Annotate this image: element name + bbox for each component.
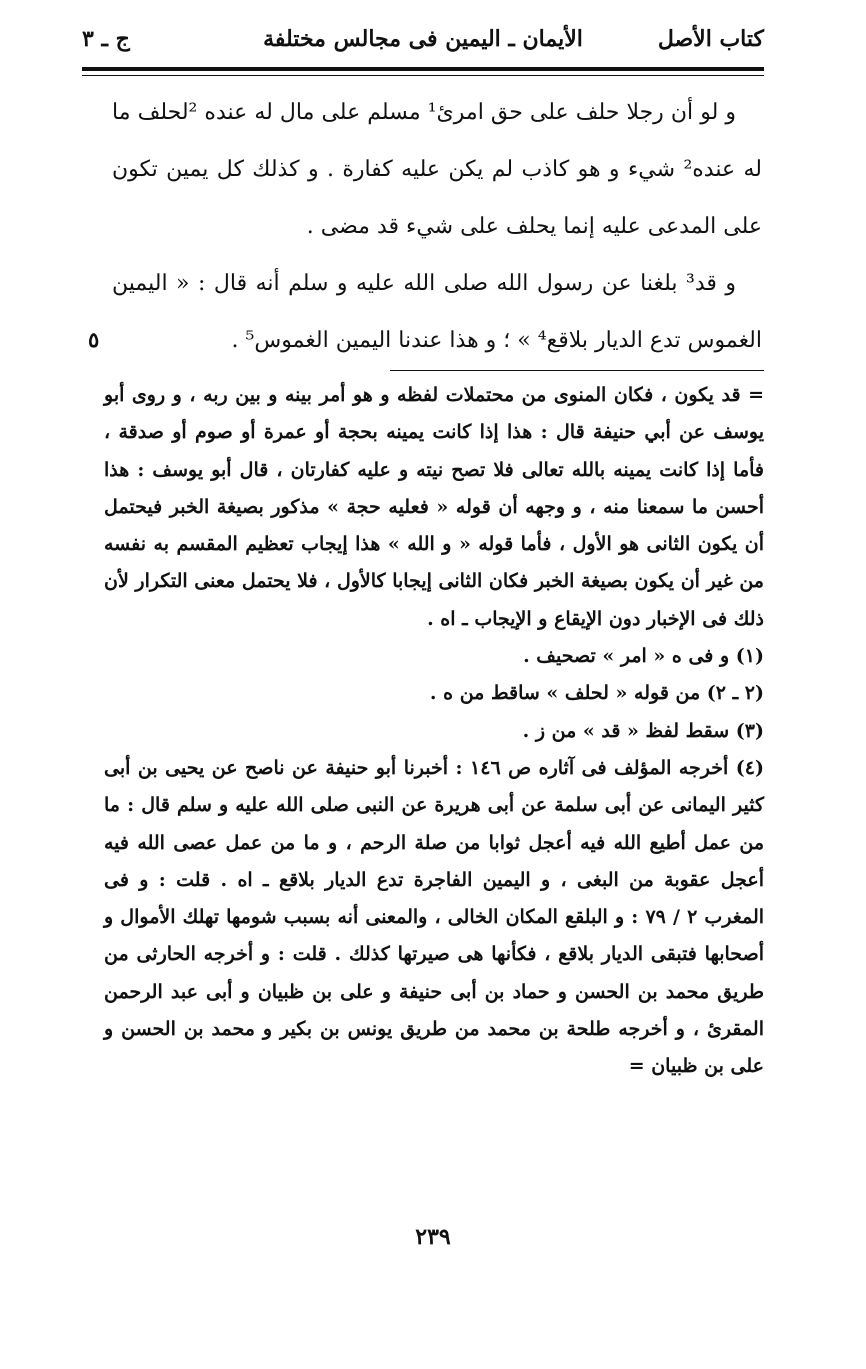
- header-rule-thick: [82, 67, 764, 71]
- header-rule-thin: [82, 75, 764, 76]
- main-text: [112, 84, 762, 369]
- footnote-4: (٤) أخرجه المؤلف فى آثاره ص ١٤٦ : أخبرنا أبو حنيفة عن ناصح عن يحيى بن أبى كثير اليمانى عن أبى سلمة عن أبى هريرة عن النبى صلى الله عليه و سلم قال : ما من عمل أطيع الله فيه أعجل ثوابا من صلة الرحم ، و ما من عمل عصى الله فيه أعجل عقوبة من البغى ، و اليمين الفاجرة تدع الديار بلاقع ـ اه . قلت : و فى المغرب ٢ / ٧٩ : و البلقع المكان الخالى ، والمعنى أنه بسبب شومها تهلك الأموال و أصحابها فتبقى الديار بلاقع ، فكأنها هى صيرتها كذلك . قلت : و أخرجه الحارثى من طريق محمد بن الحسن و حماد بن أبى حنيفة و على بن ظبيان و أبى عبد الرحمن المقرئ ، و أخرجه طلحة بن محمد من طريق يونس بن بكير و محمد بن الحسن و على بن ظبيان =: [104, 756, 765, 1078]
- volume-label: ج ـ ٣: [82, 26, 130, 52]
- running-header: [82, 14, 764, 64]
- book-title: كتاب الأصل: [657, 26, 764, 52]
- footnote-3: (٣) سقط لفظ « قد » من ز .: [522, 719, 764, 742]
- main-paragraph-1: و لو أن رجلا حلف على حق امرئ¹ مسلم على مال له عنده ²لحلف ما له عنده² شيء و هو كاذب لم يكن عليه كفارة . و كذلك كل يمين تكون على المدعى عليه إنما يحلف على شيء قد مضى .: [112, 100, 763, 239]
- footnote-2: (٢ ـ ٢) من قوله « لحلف » ساقط من ه .: [429, 682, 764, 705]
- footnote-1: (١) و فى ه « امر » تصحيف .: [523, 645, 764, 668]
- line-number: ٥: [88, 327, 100, 352]
- footnote-separator: [390, 370, 764, 371]
- page-number: ٢٣٩: [415, 1224, 451, 1250]
- footnotes: [104, 377, 764, 1086]
- footnote-continuation: = قد يكون ، فكان المنوى من محتملات لفظه و هو أمر بينه و بين ربه ، و روى أبو يوسف عن أبي حنيفة قال : هذا إذا كانت يمينه بحجة أو عمرة أو صوم أو صدقة ، فأما إذا كانت يمينه بالله تعالى فلا تصح نيته و عليه كفارتان ، قال أبو يوسف : هذا أحسن ما سمعنا منه ، و وجهه أن قوله « فعليه حجة » مذكور بصيغة الخبر فيحتمل أن يكون الثانى هو الأول ، فأما قوله « و الله » هذا إيجاب تعظيم المقسم به نفسه من غير أن يكون بصيغة الخبر فكان الثانى إيجابا كالأول ، فلا يحتمل معنى التكرار لأن ذلك فى الإخبار دون الإيقاع و الإيجاب ـ اه .: [104, 384, 764, 630]
- main-paragraph-2: و قد³ بلغنا عن رسول الله صلى الله عليه و سلم أنه قال : « اليمين الغموس تدع الديار بلاقع⁴ » ؛ و هذا عندنا اليمين الغموس⁵ .: [112, 271, 762, 353]
- section-title: الأيمان ـ اليمين فى مجالس مختلفة: [263, 26, 583, 52]
